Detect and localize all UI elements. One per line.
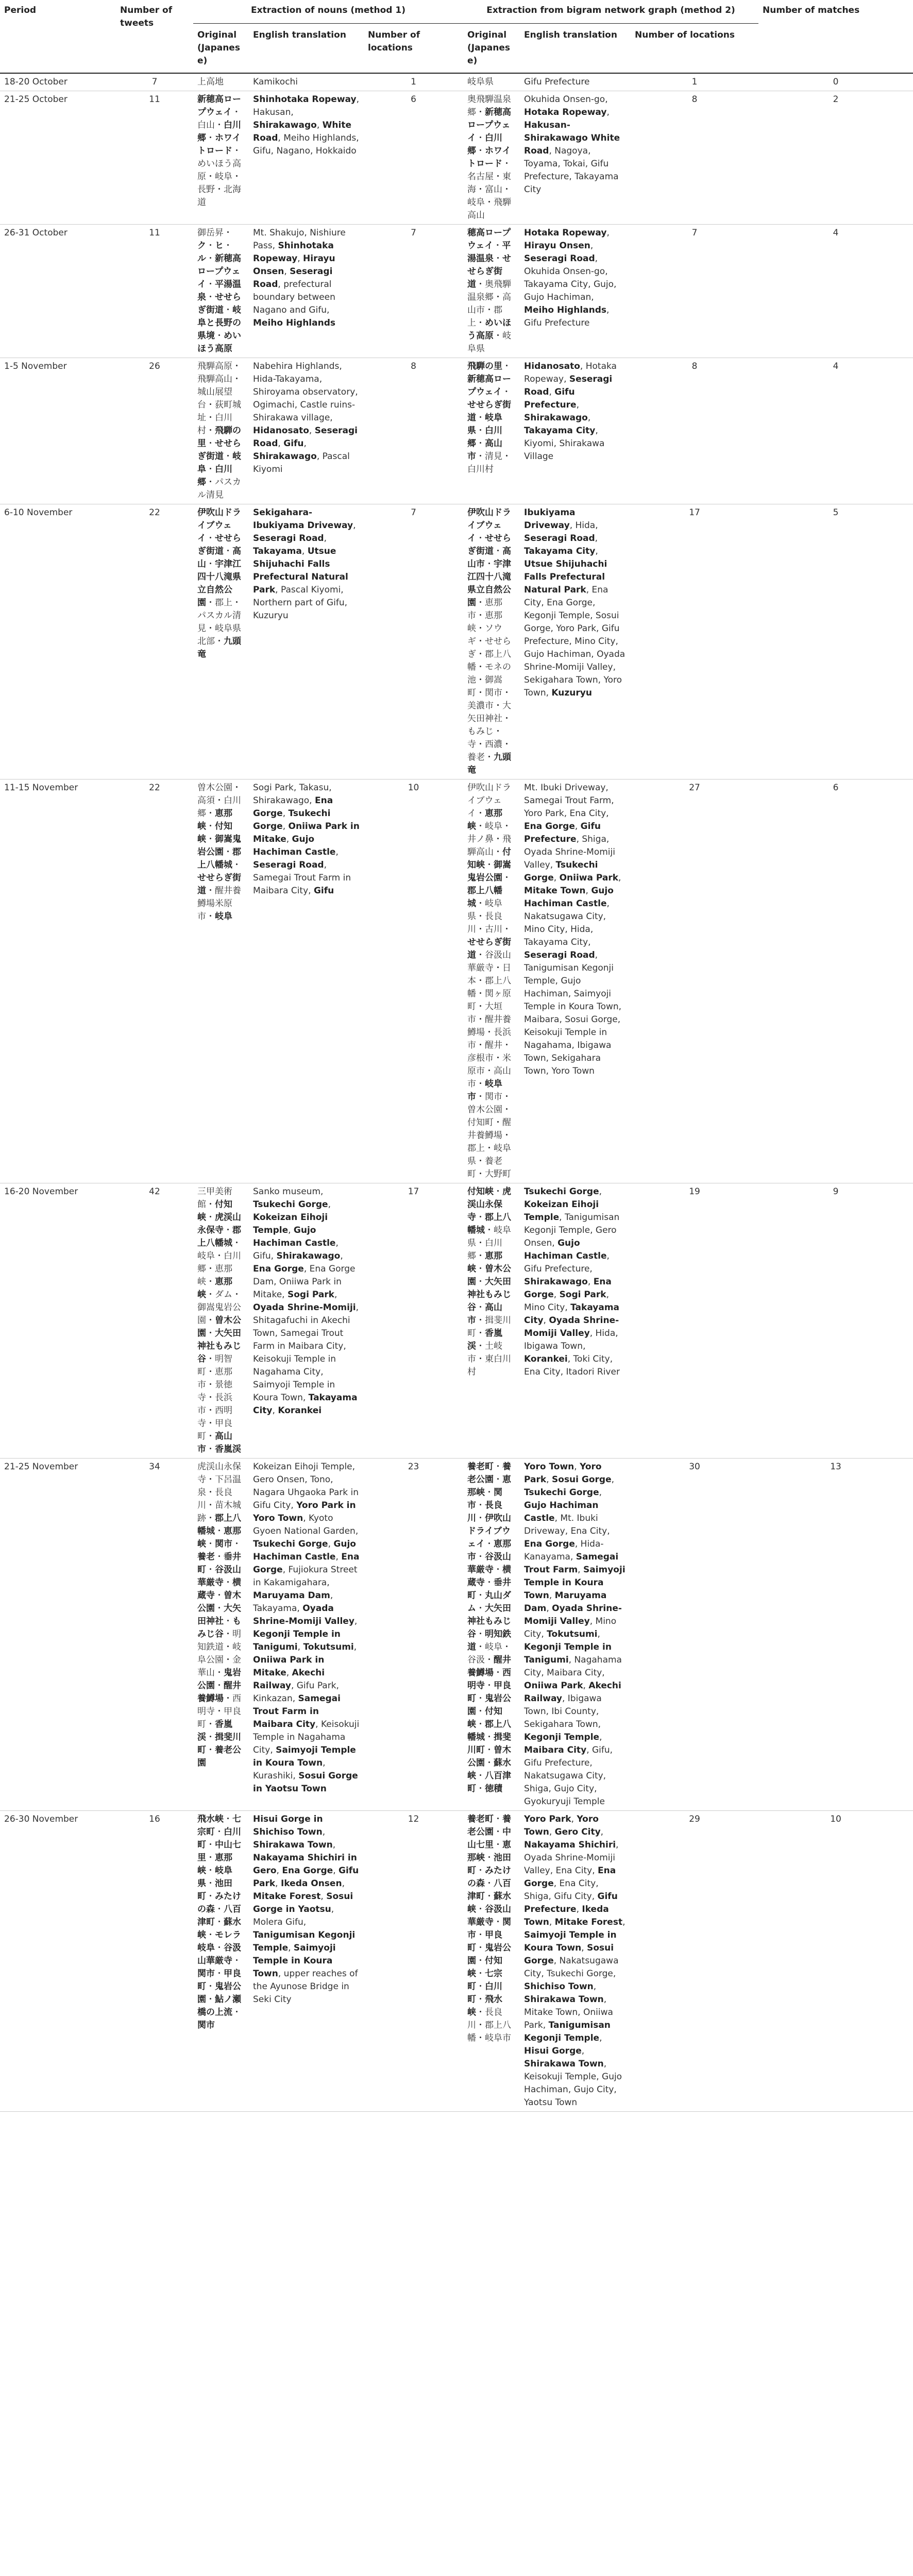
english-1-cell: Kamikochi: [253, 77, 298, 87]
locations-2-cell: 8: [691, 361, 698, 371]
locations-2-cell: 7: [691, 228, 698, 238]
locations-2-cell: 27: [689, 783, 700, 793]
tweets-cell: 26: [149, 361, 160, 371]
english-2-cell: Ibukiyama Driveway, Hida, Seseragi Road, Takayama City, Utsue Shijuhachi Falls Prefectural Natural Park, Ena City, Ena Gorge, Kegonji Temple, Sosui Gorge, Yoro Park, Gifu Prefecture, Mino City, Gujo Hachiman, Oyada Shrine-Momiji Valley, Sekigahara Town, Yoro Town, Kuzuryu: [524, 507, 625, 698]
original-2-cell: 伊吹山ドライブウェイ・恵那峡・岐阜・井ノ鼻・飛騨高山・付知峡・御嵩鬼岩公園・郡上八幡城・岐阜県・長良川・古川・せせらぎ街道・谷汲山華厳寺・日本・郡上八幡・関ヶ原町・大垣市・醒井養鱒場・長浜市・醒井・彦根市・米原市・高山市・岐阜市・関市・曽木公園・付知町・醒井養鱒場・郡上・岐阜県・養老町・大野町: [467, 783, 512, 1179]
original-1-cell: 新穂高ロープウェイ・白山・白川郷・ホワイトロード・めいほう高原・岐阜・長野・北海道: [197, 94, 241, 208]
locations-1-cell: 7: [411, 228, 416, 238]
table-row: [0, 358, 913, 504]
matches-cell: 5: [833, 507, 839, 518]
locations-1-cell: 12: [408, 1814, 419, 1824]
locations-2-cell: 29: [689, 1814, 700, 1824]
matches-cell: 9: [833, 1187, 839, 1197]
period-cell: 11-15 November: [4, 783, 78, 793]
original-2-cell: 飛騨の里・新穂高ロープウェイ・せせらぎ街道・岐阜県・白川郷・高山市・清見・白川村: [467, 361, 512, 474]
tweets-cell: 11: [149, 94, 160, 105]
english-2-cell: Gifu Prefecture: [524, 77, 590, 87]
table-row: [0, 225, 913, 358]
header-method1: Extraction of nouns (method 1): [193, 0, 463, 24]
tweets-cell: 11: [149, 228, 160, 238]
table-body: [0, 73, 913, 2112]
original-1-cell: 曽木公園・高須・白川郷・恵那峡・付知峡・御嵩鬼岩公園・郡上八幡城・せせらぎ街道・醒井養鱒場米原市・岐阜: [197, 783, 241, 922]
header-english-1: English translation: [249, 24, 364, 74]
original-1-cell: 三甲美術館・付知峡・虎渓山永保寺・郡上八幡城・岐阜・白川郷・恵那峡・恵那峡・ダム・御嵩鬼岩公園・曽木公園・大矢田神社もみじ谷・明智町・恵那市・景徳寺・長浜市・西明寺・甲良町・高山市・香嵐渓: [197, 1187, 241, 1454]
period-cell: 16-20 November: [4, 1187, 78, 1197]
period-cell: 26-31 October: [4, 228, 67, 238]
english-1-cell: Kokeizan Eihoji Temple, Gero Onsen, Tono, Nagara Uhgaoka Park in Gifu City, Yoro Park in Yoro Town, Kyoto Gyoen National Garden, Tsukechi Gorge, Gujo Hachiman Castle, Ena Gorge, Fujiokura Street in Kakamigahara, Maruyama Dam, Takayama, Oyada Shrine-Momiji Valley, Kegonji Temple in Tanigumi, Tokutsumi, Oniiwa Park in Mitake, Akechi Railway, Gifu Park, Kinkazan, Samegai Trout Farm in Maibara City, Keisokuji Temple in Nagahama City, Saimyoji Temple in Koura Town, Kurashiki, Sosui Gorge in Yaotsu Town: [253, 1462, 360, 1794]
locations-2-cell: 8: [691, 94, 698, 105]
english-1-cell: Nabehira Highlands, Hida-Takayama, Shiroyama observatory, Ogimachi, Castle ruins-Shirakawa village, Hidanosato, Seseragi Road, Gifu, Shirakawago, Pascal Kiyomi: [253, 361, 358, 474]
original-2-cell: 養老町・養老公園・恵那峡・関市・長良川・伊吹山ドライブウェイ・恵那市・谷汲山華厳寺・横蔵寺・垂井町・丸山ダム・大矢田神社もみじ谷・明知鉄道・岐阜・谷汲・醒井養鱒場・西明寺・甲良町・鬼岩公園・付知峡・郡上八幡城・揖斐川町・曽木公園・蘇水峡・八百津町・徳積: [467, 1462, 512, 1794]
english-2-cell: Tsukechi Gorge, Kokeizan Eihoji Temple, Tanigumisan Kegonji Temple, Gero Onsen, Gujo Hachiman Castle, Gifu Prefecture, Shirakawago, Ena Gorge, Sogi Park, Mino City, Takayama City, Oyada Shrine-Momiji Valley, Hida, Ibigawa Town, Korankei, Toki City, Ena City, Itadori River: [524, 1187, 620, 1377]
locations-1-cell: 7: [411, 507, 416, 518]
header-row-1: [0, 0, 913, 24]
matches-cell: 4: [833, 361, 839, 371]
locations-1-cell: 23: [408, 1462, 419, 1472]
locations-2-cell: 19: [689, 1187, 700, 1197]
tweets-cell: 22: [149, 783, 160, 793]
locations-1-cell: 17: [408, 1187, 419, 1197]
original-1-cell: 飛騨高原・飛騨高山・城山展望台・荻町城址・白川村・飛騨の里・せせらぎ街道・岐阜・白川郷・パスカル清見: [197, 361, 241, 500]
header-matches: Number of matches: [758, 0, 913, 73]
period-cell: 18-20 October: [4, 77, 67, 87]
original-2-cell: 付知峡・虎渓山永保寺・郡上八幡城・岐阜県・白川郷・恵那峡・曽木公園・大矢田神社もみじ谷・高山市・揖斐川町・香嵐渓・土岐市・東白川村: [467, 1187, 512, 1377]
locations-1-cell: 6: [411, 94, 416, 105]
header-method2: Extraction from bigram network graph (method 2): [463, 0, 758, 24]
original-1-cell: 伊吹山ドライブウェイ・せせらぎ街道・高山・宇津江四十八滝県立自然公園・郡上・パスカル清見・岐阜県北部・九頭竜: [197, 507, 241, 659]
tweets-cell: 22: [149, 507, 160, 518]
english-2-cell: Hotaka Ropeway, Hirayu Onsen, Seseragi Road, Okuhida Onsen-go, Takayama City, Gujo, Gujo Hachiman, Meiho Highlands, Gifu Prefecture: [524, 228, 617, 328]
header-period: Period: [0, 0, 116, 73]
header-locations-2: Number of locations: [631, 24, 758, 74]
english-2-cell: Yoro Park, Yoro Town, Gero City, Nakayama Shichiri, Oyada Shrine-Momiji Valley, Ena City, Ena Gorge, Ena City, Shiga, Gifu City, Gifu Prefecture, Ikeda Town, Mitake Forest, Saimyoji Temple in Koura Town, Sosui Gorge, Nakatsugawa City, Tsukechi Gorge, Shichiso Town, Shirakawa Town, Mitake Town, Oniiwa Park, Tanigumisan Kegonji Temple, Hisui Gorge, Shirakawa Town, Keisokuji Temple, Gujo Hachiman, Gujo City, Yaotsu Town: [524, 1814, 625, 2108]
english-1-cell: Shinhotaka Ropeway, Hakusan, Shirakawago, White Road, Meiho Highlands, Gifu, Nagano, Hokkaido: [253, 94, 359, 156]
period-cell: 21-25 November: [4, 1462, 78, 1472]
original-2-cell: 岐阜県: [467, 77, 494, 87]
original-2-cell: 伊吹山ドライブウェイ・せせらぎ街道・高山市・宇津江四十八滝県立自然公園・恵那市・恵那峡・ソウギ・せせらぎ・郡上八幡・モネの池・御嵩町・関市・美濃市・大矢田神社・もみじ・寺・西濃・養老・九頭竜: [467, 507, 512, 775]
period-cell: 1-5 November: [4, 361, 67, 371]
header-original-2: Original (Japanese): [463, 24, 520, 74]
matches-cell: 6: [833, 783, 839, 793]
english-1-cell: Sanko museum, Tsukechi Gorge, Kokeizan Eihoji Temple, Gujo Hachiman Castle, Gifu, Shirakawago, Ena Gorge, Ena Gorge Dam, Oniiwa Park in Mitake, Sogi Park, Oyada Shrine-Momiji, Shitagafuchi in Akechi Town, Samegai Trout Farm in Maibara City, Keisokuji Temple in Nagahama City, Saimyoji Temple in Koura Town, Takayama City, Korankei: [253, 1187, 359, 1416]
original-1-cell: 御岳昇・ク・ヒ・ル・新穂高ロープウェイ・平湯温泉・せせらぎ街道・岐阜と長野の県境・めいほう高原: [197, 228, 241, 354]
original-1-cell: 上高地: [197, 77, 224, 87]
english-2-cell: Okuhida Onsen-go, Hotaka Ropeway, Hakusan-Shirakawago White Road, Nagoya, Toyama, Tokai, Gifu Prefecture, Takayama City: [524, 94, 620, 195]
english-2-cell: Mt. Ibuki Driveway, Samegai Trout Farm, Yoro Park, Ena City, Ena Gorge, Gifu Prefecture, Shiga, Oyada Shrine-Momiji Valley, Tsukechi Gorge, Oniiwa Park, Mitake Town, Gujo Hachiman Castle, Nakatsugawa City, Mino City, Hida, Takayama City, Seseragi Road, Tanigumisan Kegonji Temple, Gujo Hachiman, Saimyoji Temple in Koura Town, Maibara, Sosui Gorge, Keisokuji Temple in Nagahama, Ibigawa Town, Sekigahara Town, Yoro Town: [524, 783, 622, 1076]
table-row: [0, 1811, 913, 2112]
locations-1-cell: 10: [408, 783, 419, 793]
table-row: [0, 91, 913, 225]
locations-2-cell: 17: [689, 507, 700, 518]
matches-cell: 0: [833, 77, 839, 87]
matches-cell: 13: [830, 1462, 841, 1472]
english-1-cell: Sogi Park, Takasu, Shirakawago, Ena Gorge, Tsukechi Gorge, Oniiwa Park in Mitake, Gujo Hachiman Castle, Seseragi Road, Samegai Trout Farm in Maibara City, Gifu: [253, 783, 360, 896]
tweets-cell: 16: [149, 1814, 160, 1824]
period-cell: 6-10 November: [4, 507, 73, 518]
locations-2-cell: 30: [689, 1462, 700, 1472]
table-row: [0, 73, 913, 91]
original-2-cell: 奥飛騨温泉郷・新穂高ロープウェイ・白川郷・ホワイトロード・名古屋・東海・富山・岐阜・飛騨高山: [467, 94, 512, 221]
original-1-cell: 飛水峡・七宗町・白川町・中山七里・恵那峡・岐阜県・池田町・みたけの森・八百津町・蘇水峡・モレラ岐阜・谷汲山華厳寺・関市・甲良町・鬼岩公園・鮎ノ瀬橋の上流・関市: [197, 1814, 241, 2030]
original-2-cell: 養老町・養老公園・中山七里・恵那峡・池田町・みたけの森・八百津町・蘇水峡・谷汲山華厳寺・関市・甲良町・鬼岩公園・付知峡・七宗町・白川町・飛水峡・長良川・郡上八幡・岐阜市: [467, 1814, 512, 2043]
header-original-1: Original (Japanese): [193, 24, 249, 74]
english-1-cell: Sekigahara-Ibukiyama Driveway, Seseragi Road, Takayama, Utsue Shijuhachi Falls Prefectural Natural Park, Pascal Kiyomi, Northern part of Gifu, Kuzuryu: [253, 507, 356, 621]
tweets-cell: 42: [149, 1187, 160, 1197]
tweets-cell: 34: [149, 1462, 160, 1472]
english-2-cell: Yoro Town, Yoro Park, Sosui Gorge, Tsukechi Gorge, Gujo Hachiman Castle, Mt. Ibuki Driveway, Ena City, Ena Gorge, Hida-Kanayama, Samegai Trout Farm, Saimyoji Temple in Koura Town, Maruyama Dam, Oyada Shrine-Momiji Valley, Mino City, Tokutsumi, Kegonji Temple in Tanigumi, Nagahama City, Maibara City, Oniiwa Park, Akechi Railway, Ibigawa Town, Ibi County, Sekigahara Town, Kegonji Temple, Maibara City, Gifu, Gifu Prefecture, Nakatsugawa City, Shiga, Gujo City, Gyokuryuji Temple: [524, 1462, 625, 1807]
english-1-cell: Hisui Gorge in Shichiso Town, Shirakawa Town, Nakayama Shichiri in Gero, Ena Gorge, Gifu Park, Ikeda Onsen, Mitake Forest, Sosui Gorge in Yaotsu, Molera Gifu, Tanigumisan Kegonji Temple, Saimyoji Temple in Koura Town, upper reaches of the Ayunose Bridge in Seki City: [253, 1814, 359, 2005]
tweets-cell: 7: [151, 77, 158, 87]
locations-1-cell: 1: [411, 77, 416, 87]
english-2-cell: Hidanosato, Hotaka Ropeway, Seseragi Road, Gifu Prefecture, Shirakawago, Takayama City, Kiyomi, Shirakawa Village: [524, 361, 617, 462]
table-row: [0, 504, 913, 779]
period-cell: 26-30 November: [4, 1814, 78, 1824]
table-row: [0, 779, 913, 1183]
locations-2-cell: 1: [691, 77, 698, 87]
period-cell: 21-25 October: [4, 94, 67, 105]
matches-cell: 10: [830, 1814, 841, 1824]
matches-cell: 4: [833, 228, 839, 238]
table-row: [0, 1183, 913, 1459]
header-tweets: Number of tweets: [116, 0, 193, 73]
original-2-cell: 穂高ロープウェイ・平湯温泉・せせらぎ街道・奥飛騨温泉郷・高山市・郡上・めいほう高原・岐阜県: [467, 228, 512, 354]
header-locations-1: Number of locations: [364, 24, 463, 74]
original-1-cell: 虎渓山永保寺・下呂温泉・長良川・苗木城跡・郡上八幡城・恵那峡・関市・養老・垂井町・谷汲山華厳寺・横蔵寺・曽木公園・大矢田神社・もみじ谷・明知鉄道・岐阜公園・金華山・鬼岩公園・醒井養鱒場・西明寺・甲良町・香嵐渓・揖斐川町・養老公園: [197, 1462, 241, 1768]
english-1-cell: Mt. Shakujo, Nishiure Pass, Shinhotaka Ropeway, Hirayu Onsen, Seseragi Road, prefectural boundary between Nagano and Gifu, Meiho Highlands: [253, 228, 346, 328]
matches-cell: 2: [833, 94, 839, 105]
locations-1-cell: 8: [411, 361, 416, 371]
table-row: [0, 1459, 913, 1811]
header-english-2: English translation: [520, 24, 631, 74]
